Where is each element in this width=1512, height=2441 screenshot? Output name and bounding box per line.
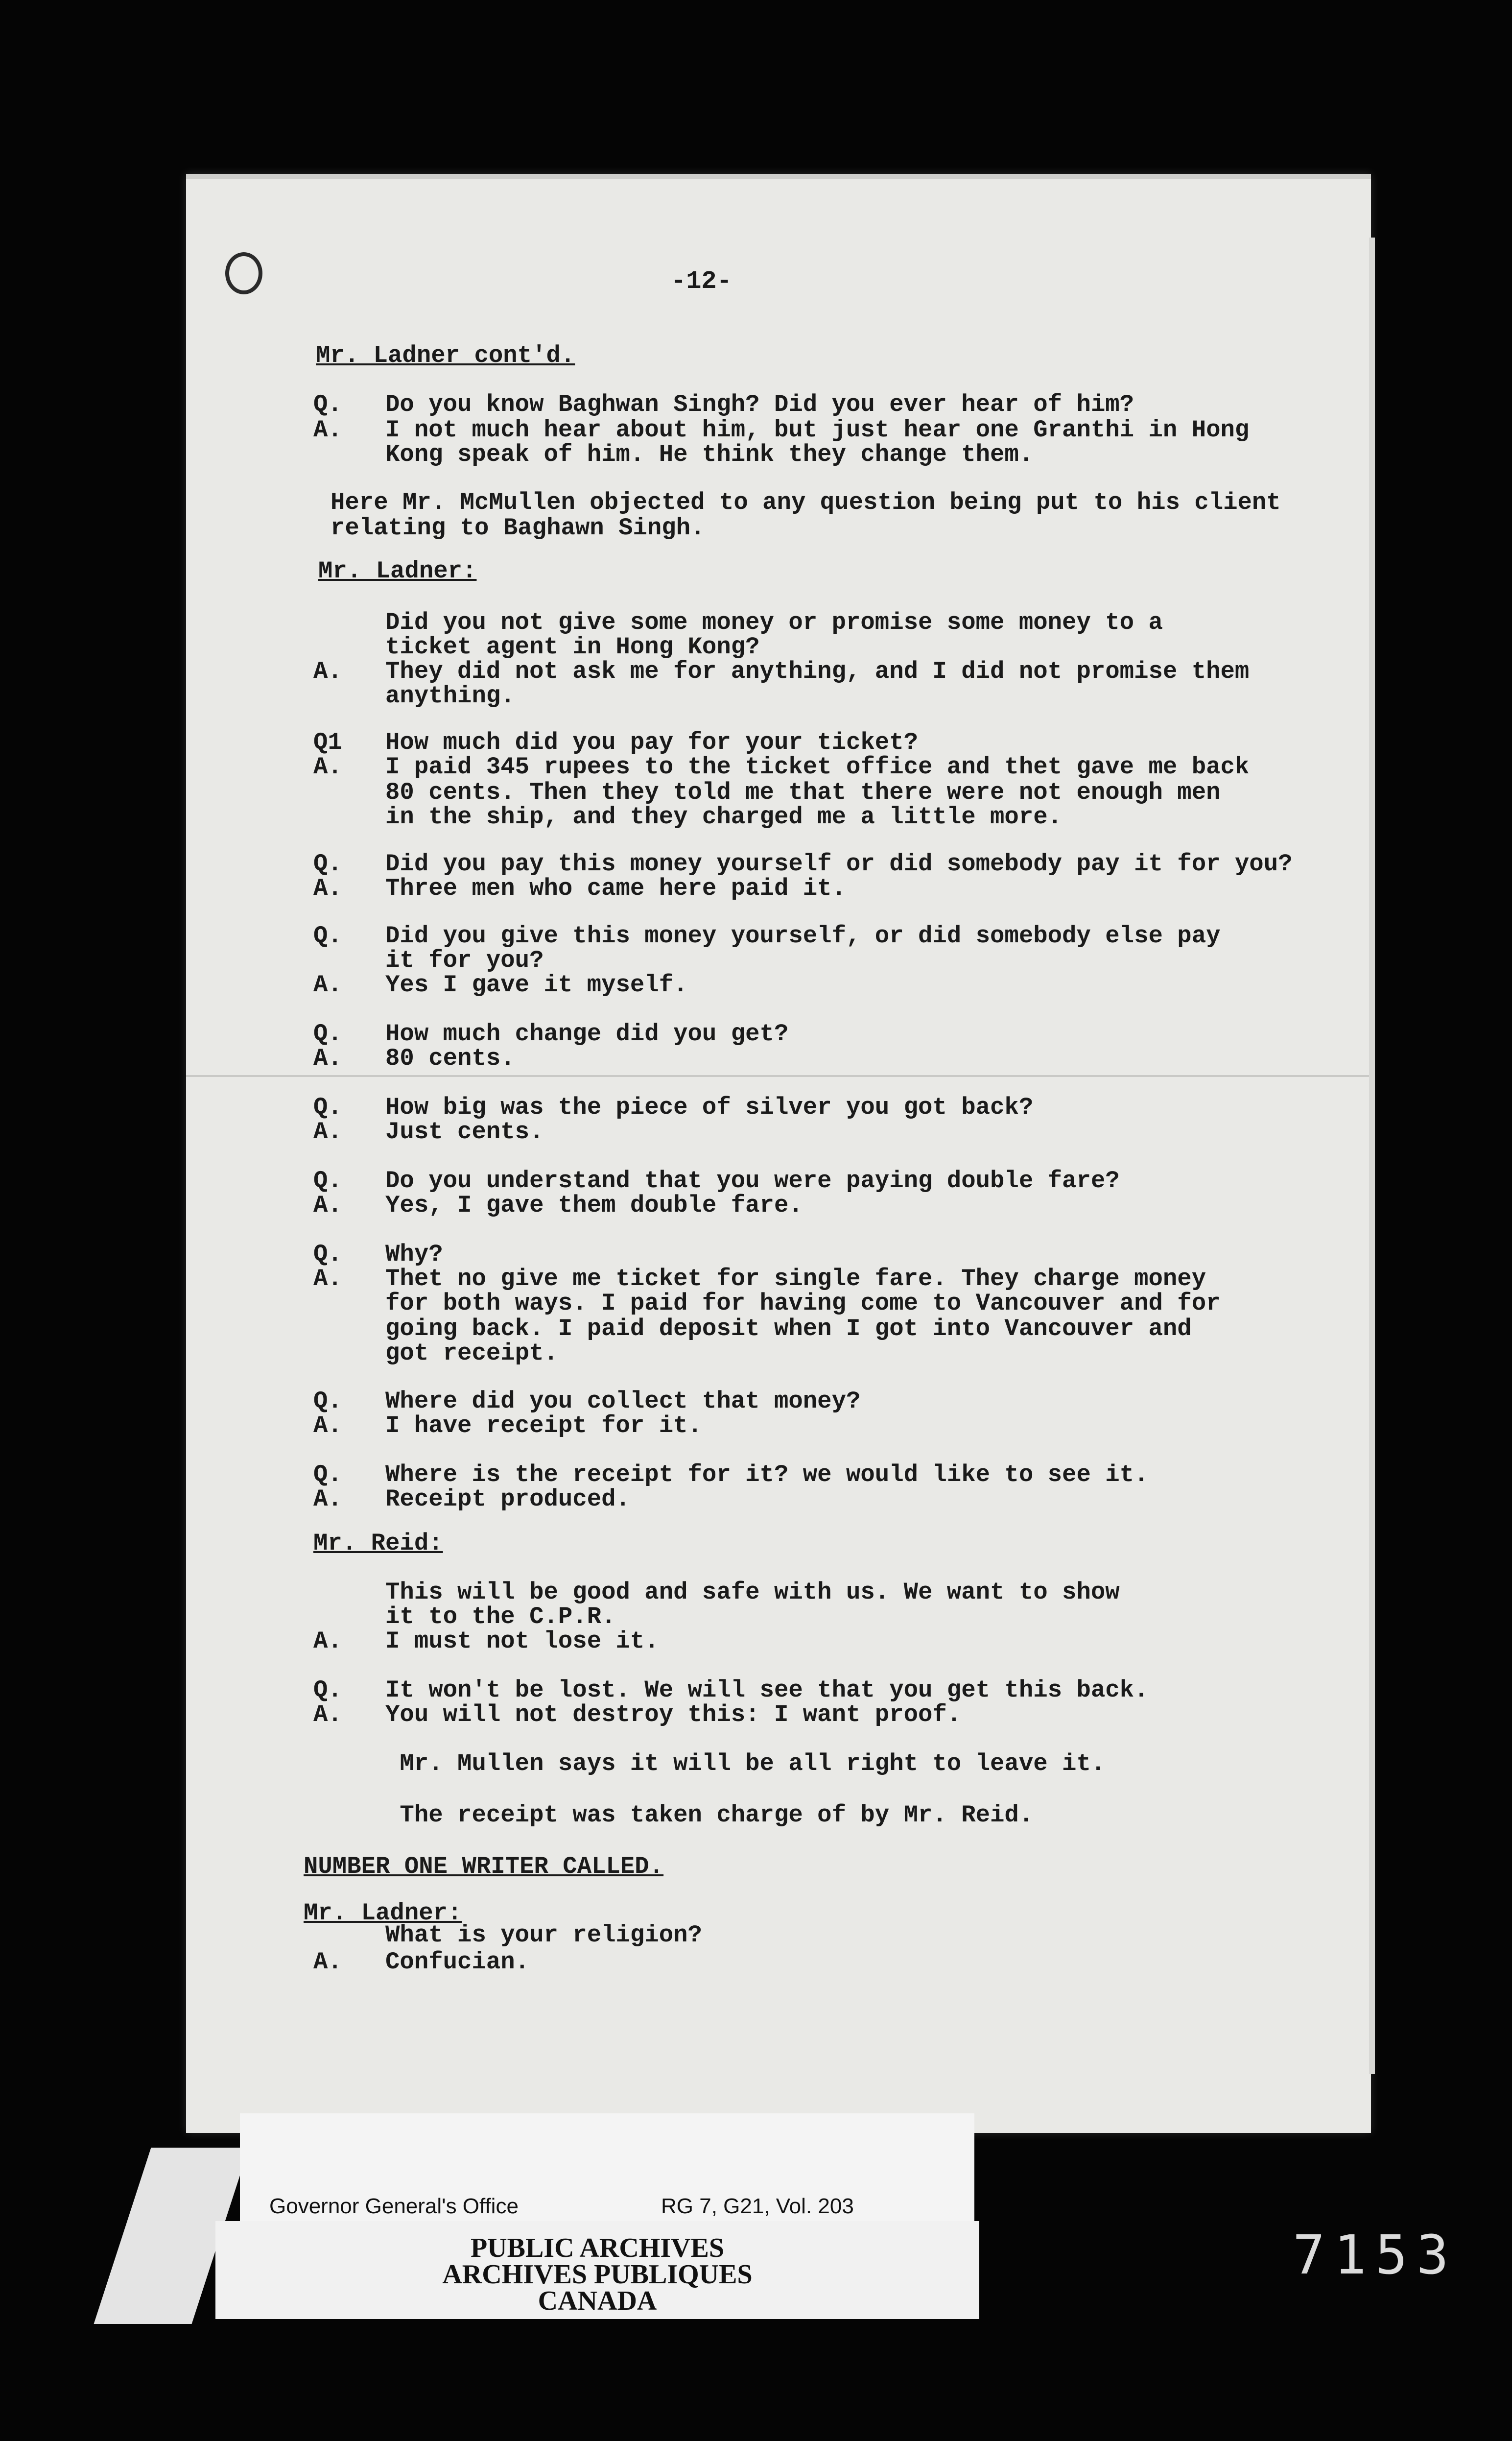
- transcript-line: The receipt was taken charge of by Mr. Reid.: [313, 1801, 1034, 1829]
- transcript-line: got receipt.: [313, 1340, 558, 1367]
- section-heading: Mr. Ladner cont'd.: [316, 342, 575, 369]
- transcript-line: Here Mr. McMullen objected to any question being put to his client: [331, 489, 1281, 516]
- transcript-line: This will be good and safe with us. We want to show: [313, 1579, 1120, 1606]
- transcript-line: Q. Why?: [313, 1241, 443, 1268]
- transcript-line: Q. Where did you collect that money?: [313, 1388, 861, 1415]
- stamp-line-3: CANADA: [538, 2286, 657, 2316]
- transcript-line: Q. How big was the piece of silver you got back?: [313, 1094, 1034, 1121]
- transcript-line: Did you not give some money or promise some money to a: [313, 609, 1163, 636]
- transcript-line: What is your religion?: [313, 1921, 702, 1949]
- transcript-line: Q. Do you know Baghwan Singh? Did you ever hear of him?: [313, 391, 1134, 418]
- transcript-line: A. Yes I gave it myself.: [313, 971, 688, 999]
- record-group: RG 7, G21, Vol. 203: [661, 2194, 854, 2218]
- transcript-line: Q1 How much did you pay for your ticket?: [313, 729, 919, 756]
- punch-hole: [225, 252, 262, 294]
- section-heading: NUMBER ONE WRITER CALLED.: [304, 1853, 664, 1880]
- transcript-line: Q. Do you understand that you were paying double fare?: [313, 1167, 1120, 1195]
- transcript-line: Q. Where is the receipt for it? we would like to see it.: [313, 1461, 1149, 1488]
- transcript-line: Q. Did you give this money yourself, or did somebody else pay: [313, 922, 1221, 950]
- transcript-line: A. Confucian.: [313, 1948, 530, 1976]
- transcript-line: relating to Baghawn Singh.: [331, 514, 705, 542]
- transcript-line: A. Thet no give me ticket for single fare. They charge money: [313, 1265, 1206, 1292]
- archives-stamp: [215, 2221, 979, 2319]
- stamp-line-2: ARCHIVES PUBLIQUES: [442, 2259, 753, 2290]
- section-heading: Mr. Ladner:: [304, 1899, 462, 1927]
- transcript-line: Q. Did you pay this money yourself or did somebody pay it for you?: [313, 850, 1293, 878]
- page-number: -12-: [671, 267, 732, 296]
- transcript-line: it for you?: [313, 947, 544, 974]
- frame-number: 7153: [1293, 2224, 1458, 2286]
- transcript-line: A. Yes, I gave them double fare.: [313, 1192, 803, 1219]
- transcript-line: A. They did not ask me for anything, and I did not promise them: [313, 658, 1250, 685]
- transcript-line: it to the C.P.R.: [313, 1603, 616, 1630]
- transcript-line: in the ship, and they charged me a little more.: [313, 803, 1063, 831]
- transcript-line: A. I must not lose it.: [313, 1627, 659, 1655]
- transcript-line: going back. I paid deposit when I got into Vancouver and: [313, 1315, 1192, 1342]
- transcript-line: Q. How much change did you get?: [313, 1020, 789, 1048]
- transcript-line: A. Just cents.: [313, 1118, 544, 1146]
- transcript-line: A. I paid 345 rupees to the ticket office and thet gave me back: [313, 753, 1250, 781]
- transcript-line: Kong speak of him. He think they change them.: [313, 441, 1034, 468]
- transcript-line: Q. It won't be lost. We will see that you get this back.: [313, 1676, 1149, 1704]
- archive-reference-label: [240, 2113, 974, 2221]
- transcript-line: A. I have receipt for it.: [313, 1412, 702, 1439]
- transcript-line: ticket agent in Hong Kong?: [313, 633, 760, 661]
- transcript-line: Mr. Mullen says it will be all right to leave it.: [313, 1750, 1106, 1777]
- office-name-en: Governor General's Office: [269, 2194, 519, 2218]
- transcript-line: A. 80 cents.: [313, 1045, 515, 1072]
- stamp-line-1: PUBLIC ARCHIVES: [470, 2233, 725, 2263]
- transcript-line: for both ways. I paid for having come to Vancouver and for: [313, 1290, 1221, 1317]
- transcript-line: A. I not much hear about him, but just hear one Granthi in Hong: [313, 416, 1250, 444]
- transcript-line: A. Three men who came here paid it.: [313, 875, 846, 902]
- page-fold: [186, 1075, 1371, 1077]
- transcript-line: anything.: [313, 682, 515, 710]
- section-heading: Mr. Reid:: [313, 1530, 443, 1557]
- transcript-line: A. You will not destroy this: I want proof.: [313, 1701, 962, 1728]
- transcript-line: 80 cents. Then they told me that there were not enough men: [313, 779, 1221, 806]
- section-heading: Mr. Ladner:: [318, 557, 477, 585]
- transcript-line: A. Receipt produced.: [313, 1485, 630, 1513]
